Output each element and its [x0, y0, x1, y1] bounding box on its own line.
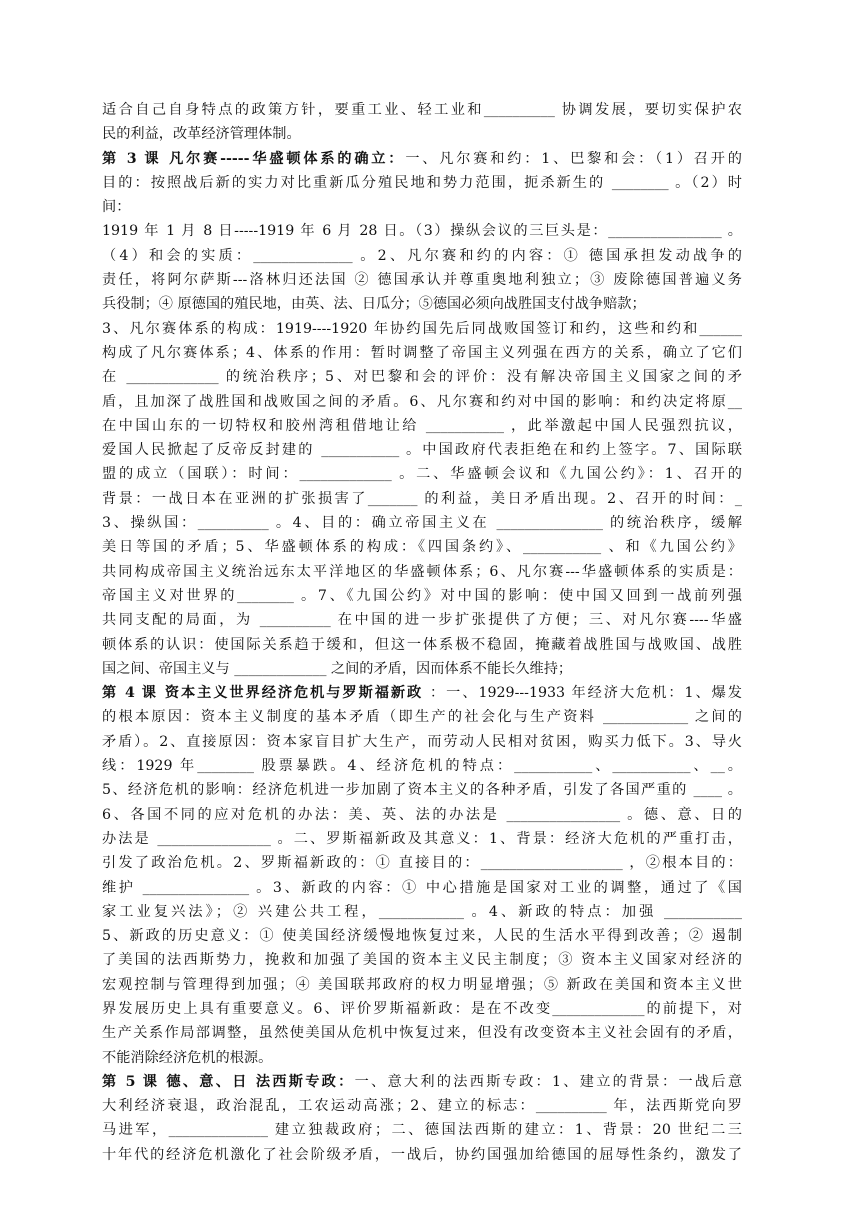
text-line — [102, 900, 742, 924]
text-line — [102, 754, 742, 778]
line-text: 不能消除经济危机的根源。 — [102, 1049, 273, 1066]
text-line — [102, 390, 742, 414]
line-text: 的根本原因：资本主义制度的基本矛盾（即生产的社会化与生产资料 ____________ 之间的 — [102, 709, 742, 726]
text-line — [102, 608, 742, 632]
text-line — [102, 705, 742, 729]
text-line — [102, 851, 742, 875]
line-text: 盾，且加深了战胜国和战败国之间的矛盾。6、凡尔赛和约对中国的影响：和约决定将原__ — [102, 393, 742, 410]
text-line — [102, 511, 742, 535]
line-text: 十年代的经济危机激化了社会阶级矛盾，一战后，协约国强加给德国的屈辱性条约，激发了 — [102, 1146, 742, 1163]
line-text: 责任，将阿尔萨斯---洛林归还法国 ② 德国承认并尊重奥地利独立；③ 废除德国普遍义务 — [102, 272, 742, 289]
text-line — [102, 1070, 742, 1094]
text-line — [102, 1046, 742, 1070]
line-text: 美日等国的矛盾；5、华盛顿体系的构成：《四国条约》、___________ 、和《九国公约》 — [102, 539, 742, 556]
line-text: 在 _____________ 的统治秩序；5、对巴黎和会的评价：没有解决帝国主义国家之间的矛 — [102, 369, 742, 386]
line-text: 引发了政治危机。2、罗斯福新政的：① 直接目的：____________________ ，②根本目的： — [102, 855, 742, 872]
text-line — [102, 462, 742, 486]
text-line — [102, 681, 742, 705]
text-line — [102, 657, 742, 681]
line-text: 间： — [102, 199, 131, 216]
text-line — [102, 195, 742, 219]
text-line — [102, 268, 742, 292]
text-line — [102, 827, 742, 851]
text-line — [102, 147, 742, 171]
text-line — [102, 560, 742, 584]
text-line — [102, 876, 742, 900]
line-text: 宏观控制与管理得到加强；④ 美国联邦政府的权力明显增强；⑤ 新政在美国和资本主义世 — [102, 976, 742, 993]
line-text: 背景：一战日本在亚洲的扩张损害了_______ 的利益，美日矛盾出现。2、召开的时间：_ — [102, 490, 742, 507]
text-line — [102, 535, 742, 559]
lesson-heading: 第 5 课 德、意、日 法西斯专政： — [102, 1073, 355, 1090]
line-text: 适合自己自身特点的政策方针，要重工业、轻工业和__________ 协调发展，要切实保护农 — [102, 102, 742, 118]
text-line — [102, 1143, 742, 1167]
line-text: （4）和会的实质：______________ 。2、凡尔赛和约的内容：① 德国承担发动战争的 — [102, 247, 742, 264]
text-line — [102, 341, 742, 365]
text-line — [102, 924, 742, 948]
line-text: 维护 _______________ 。3、新政的内容：① 中心措施是国家对工业的调整，通过了《国 — [102, 879, 742, 896]
line-text: 兵役制；④ 原德国的殖民地，由英、法、日瓜分；⑤德国必须向战胜国支付战争赔款； — [102, 296, 646, 313]
line-text: ：一、1929---1933 年经济大危机：1、爆发 — [430, 685, 742, 702]
line-text: 办法是 ________________ 。二、罗斯福新政及其意义：1、背景：经济大危机的严重打击， — [102, 830, 742, 847]
text-line — [102, 803, 742, 827]
line-text: 矛盾）。2、直接原因：资本家盲目扩大生产，而劳动人民相对贫困，购买力低下。3、导火 — [102, 733, 742, 750]
text-line — [102, 292, 742, 316]
document-body — [102, 98, 742, 1167]
line-text: 大利经济衰退，政治混乱，工农运动高涨；2、建立的标志：__________ 年，法西斯党向罗 — [102, 1098, 742, 1115]
line-text: 线：1929 年________ 股票暴跌。4、经济危机的特点：___________、___________、__。 — [102, 758, 742, 775]
line-text: 共同支配的局面，为 __________ 在中国的进一步扩张提供了方便；三、对凡尔赛----华盛 — [102, 612, 742, 629]
text-line — [102, 584, 742, 608]
text-line — [102, 98, 742, 122]
line-text: 国之间、帝国主义与 _____________ 之间的矛盾，因而体系不能长久维持； — [102, 660, 573, 677]
line-text: 一、意大利的法西斯专政：1、建立的背景：一战后意 — [354, 1073, 742, 1090]
text-line — [102, 171, 742, 195]
text-line — [102, 317, 742, 341]
line-text: 3、凡尔赛体系的构成：1919----1920 年协约国先后同战败国签订和约，这些和约和______ — [102, 320, 742, 337]
text-line — [102, 487, 742, 511]
text-line — [102, 1118, 742, 1142]
text-line — [102, 365, 742, 389]
text-line — [102, 948, 742, 972]
line-text: 一、凡尔赛和约：1、巴黎和会：（1）召开的 — [405, 150, 742, 167]
line-text: 帝国主义对世界的________ 。7、《九国公约》对中国的影响：使中国又回到一战前列强 — [102, 587, 742, 604]
line-text: 5、经济危机的影响：经济危机进一步加剧了资本主义的各种矛盾，引发了各国严重的 ____ 。 — [102, 782, 742, 799]
line-text: 爱国人民掀起了反帝反封建的 ___________ 。中国政府代表拒绝在和约上签字。7、国际联 — [102, 442, 742, 459]
line-text: 在中国山东的一切特权和胶州湾租借地让给 ___________ ，此举激起中国人民强烈抗议， — [102, 417, 742, 434]
line-text: 构成了凡尔赛体系；4、体系的作用：暂时调整了帝国主义列强在西方的关系，确立了它们 — [102, 344, 742, 361]
line-text: 了美国的法西斯势力，挽救和加强了美国的资本主义民主制度；③ 资本主义国家对经济的 — [102, 952, 742, 969]
text-line — [102, 730, 742, 754]
line-text: 马进军，______________ 建立独裁政府；二、德国法西斯的建立：1、背景：20 世纪二三 — [102, 1122, 742, 1139]
line-text: 家工业复兴法》；② 兴建公共工程，____________ 。4、新政的特点：加强 ___________ — [102, 903, 742, 920]
text-line — [102, 219, 742, 243]
text-line — [102, 244, 742, 268]
lesson-heading: 第 3 课 凡尔赛-----华盛顿体系的确立： — [102, 150, 406, 167]
text-line — [102, 1094, 742, 1118]
line-text: 目的：按照战后新的实力对比重新瓜分殖民地和势力范围，扼杀新生的 ________ 。（2）时 — [102, 174, 742, 191]
line-text: 生产关系作局部调整，虽然使美国从危机中恢复过来，但没有改变资本主义社会固有的矛盾， — [102, 1025, 742, 1042]
text-line — [102, 438, 742, 462]
text-line — [102, 973, 742, 997]
line-text: 盟的成立（国联）：时间：_____________ 。二、华盛顿会议和《九国公约》：1、召开的 — [102, 466, 742, 483]
line-text: 共同构成帝国主义统治远东太平洋地区的华盛顿体系；6、凡尔赛---华盛顿体系的实质是： — [102, 563, 742, 580]
lesson-heading: 第 4 课 资本主义世界经济危机与罗斯福新政 — [102, 685, 431, 702]
text-line — [102, 122, 742, 146]
text-line — [102, 414, 742, 438]
line-text: 界发展历史上具有重要意义。6、评价罗斯福新政：是在不改变_____________的前提下，对 — [102, 1000, 742, 1017]
line-text: 顿体系的认识：使国际关系趋于缓和，但这一体系极不稳固，掩藏着战胜国与战败国、战胜 — [102, 636, 742, 653]
text-line — [102, 633, 742, 657]
line-text: 3、操纵国：__________ 。4、目的：确立帝国主义在 _______________ 的统治秩序，缓解 — [102, 515, 742, 532]
line-text: 民的利益，改革经济管理体制。 — [102, 126, 301, 143]
line-text: 6、各国不同的应对危机的办法：美、英、法的办法是 ________________ 。德、意、日的 — [102, 806, 742, 823]
line-text: 5、新政的历史意义：① 使美国经济缓慢地恢复过来，人民的生活水平得到改善；② 遏制 — [102, 928, 742, 945]
text-line — [102, 778, 742, 802]
line-text: 1919 年 1 月 8 日-----1919 年 6 月 28 日。（3）操纵会议的三巨头是：________________ 。 — [102, 223, 742, 240]
text-line — [102, 1021, 742, 1045]
text-line — [102, 997, 742, 1021]
